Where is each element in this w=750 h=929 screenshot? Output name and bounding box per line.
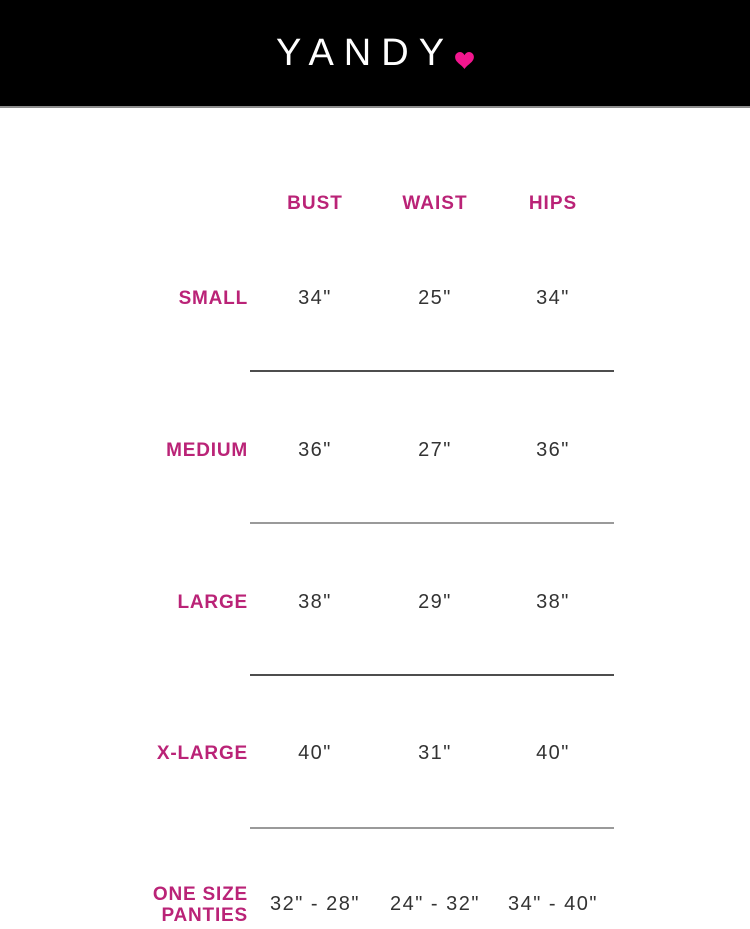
row-divider bbox=[250, 827, 614, 829]
heart-icon bbox=[455, 52, 474, 69]
table-row-xlarge bbox=[0, 733, 750, 773]
bust-value: 34" bbox=[298, 286, 332, 309]
row-label bbox=[0, 884, 250, 926]
hips-value: 38" bbox=[536, 590, 570, 613]
row-label: LARGE bbox=[177, 591, 248, 613]
row-divider bbox=[250, 674, 614, 676]
row-divider bbox=[250, 522, 614, 524]
hips-value: 34" - 40" bbox=[508, 893, 598, 915]
row-label: MEDIUM bbox=[166, 439, 248, 461]
row-label-line1: ONE SIZE bbox=[152, 883, 248, 905]
hips-value: 40" bbox=[536, 741, 570, 764]
column-header-row bbox=[0, 186, 750, 222]
waist-value: 29" bbox=[418, 590, 452, 613]
row-divider bbox=[250, 370, 614, 372]
table-row-large bbox=[0, 582, 750, 622]
column-header-hips: HIPS bbox=[528, 193, 578, 214]
waist-value: 31" bbox=[418, 741, 452, 764]
row-label-line2: PANTIES bbox=[161, 904, 248, 926]
table-row-small bbox=[0, 278, 750, 318]
bust-value: 40" bbox=[298, 741, 332, 764]
row-label: X-LARGE bbox=[156, 742, 248, 764]
brand-header bbox=[0, 0, 750, 108]
column-header-waist: WAIST bbox=[402, 193, 468, 214]
brand-logo bbox=[276, 34, 474, 72]
brand-logo-text: YANDY bbox=[275, 32, 455, 74]
bust-value: 32" - 28" bbox=[270, 893, 360, 915]
hips-value: 34" bbox=[536, 286, 570, 309]
bust-value: 36" bbox=[298, 438, 332, 461]
waist-value: 24" - 32" bbox=[390, 893, 480, 915]
waist-value: 25" bbox=[418, 286, 452, 309]
waist-value: 27" bbox=[418, 438, 452, 461]
hips-value: 36" bbox=[536, 438, 570, 461]
bust-value: 38" bbox=[298, 590, 332, 613]
table-row-one-size-panties bbox=[0, 880, 750, 929]
row-label: SMALL bbox=[178, 287, 248, 309]
column-header-bust: BUST bbox=[287, 193, 343, 214]
table-row-medium bbox=[0, 430, 750, 470]
